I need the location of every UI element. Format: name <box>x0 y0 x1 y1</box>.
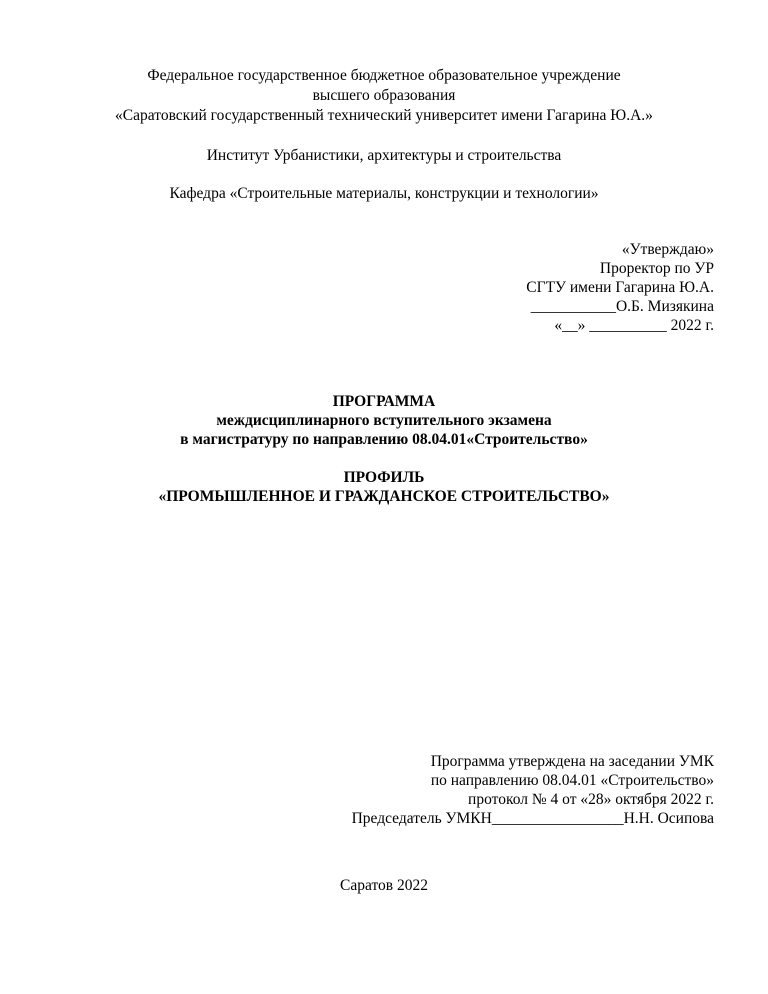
approval-position: Проректор по УР <box>599 260 714 277</box>
profile-label: ПРОФИЛЬ <box>343 469 425 486</box>
org-name-line-1: Федеральное государственное бюджетное образовательное учреждение <box>147 67 621 84</box>
umk-approval-line-1: Программа утверждена на заседании УМК <box>430 753 714 770</box>
approval-signature-line: ___________О.Б. Мизякина <box>530 298 714 315</box>
city-year: Саратов 2022 <box>340 877 428 894</box>
university-name: «Саратовский государственный технический университет имени Гагарина Ю.А.» <box>115 107 653 124</box>
profile-name: «ПРОМЫШЛЕННОЕ И ГРАЖДАНСКОЕ СТРОИТЕЛЬСТВО» <box>158 488 610 505</box>
institute-name: Институт Урбанистики, архитектуры и строительства <box>206 147 562 164</box>
approval-date-line: «__» __________ 2022 г. <box>554 317 714 334</box>
department-name: Кафедра «Строительные материалы, конструкции и технологии» <box>169 185 599 202</box>
document-subtitle-1: междисциплинарного вступительного экзамена <box>216 412 552 429</box>
document-title: ПРОГРАММА <box>332 393 436 410</box>
document-subtitle-2: в магистратуру по направлению 08.04.01«Строительство» <box>180 431 588 448</box>
umk-approval-line-2: по направлению 08.04.01 «Строительство» <box>430 772 714 789</box>
org-name-line-2: высшего образования <box>312 87 456 104</box>
approval-heading: «Утверждаю» <box>621 241 714 258</box>
approval-university: СГТУ имени Гагарина Ю.А. <box>526 279 714 296</box>
umk-protocol-line: протокол № 4 от «28» октября 2022 г. <box>468 791 714 808</box>
umk-chairman-line: Председатель УМКН_________________Н.Н. Осипова <box>351 810 714 827</box>
